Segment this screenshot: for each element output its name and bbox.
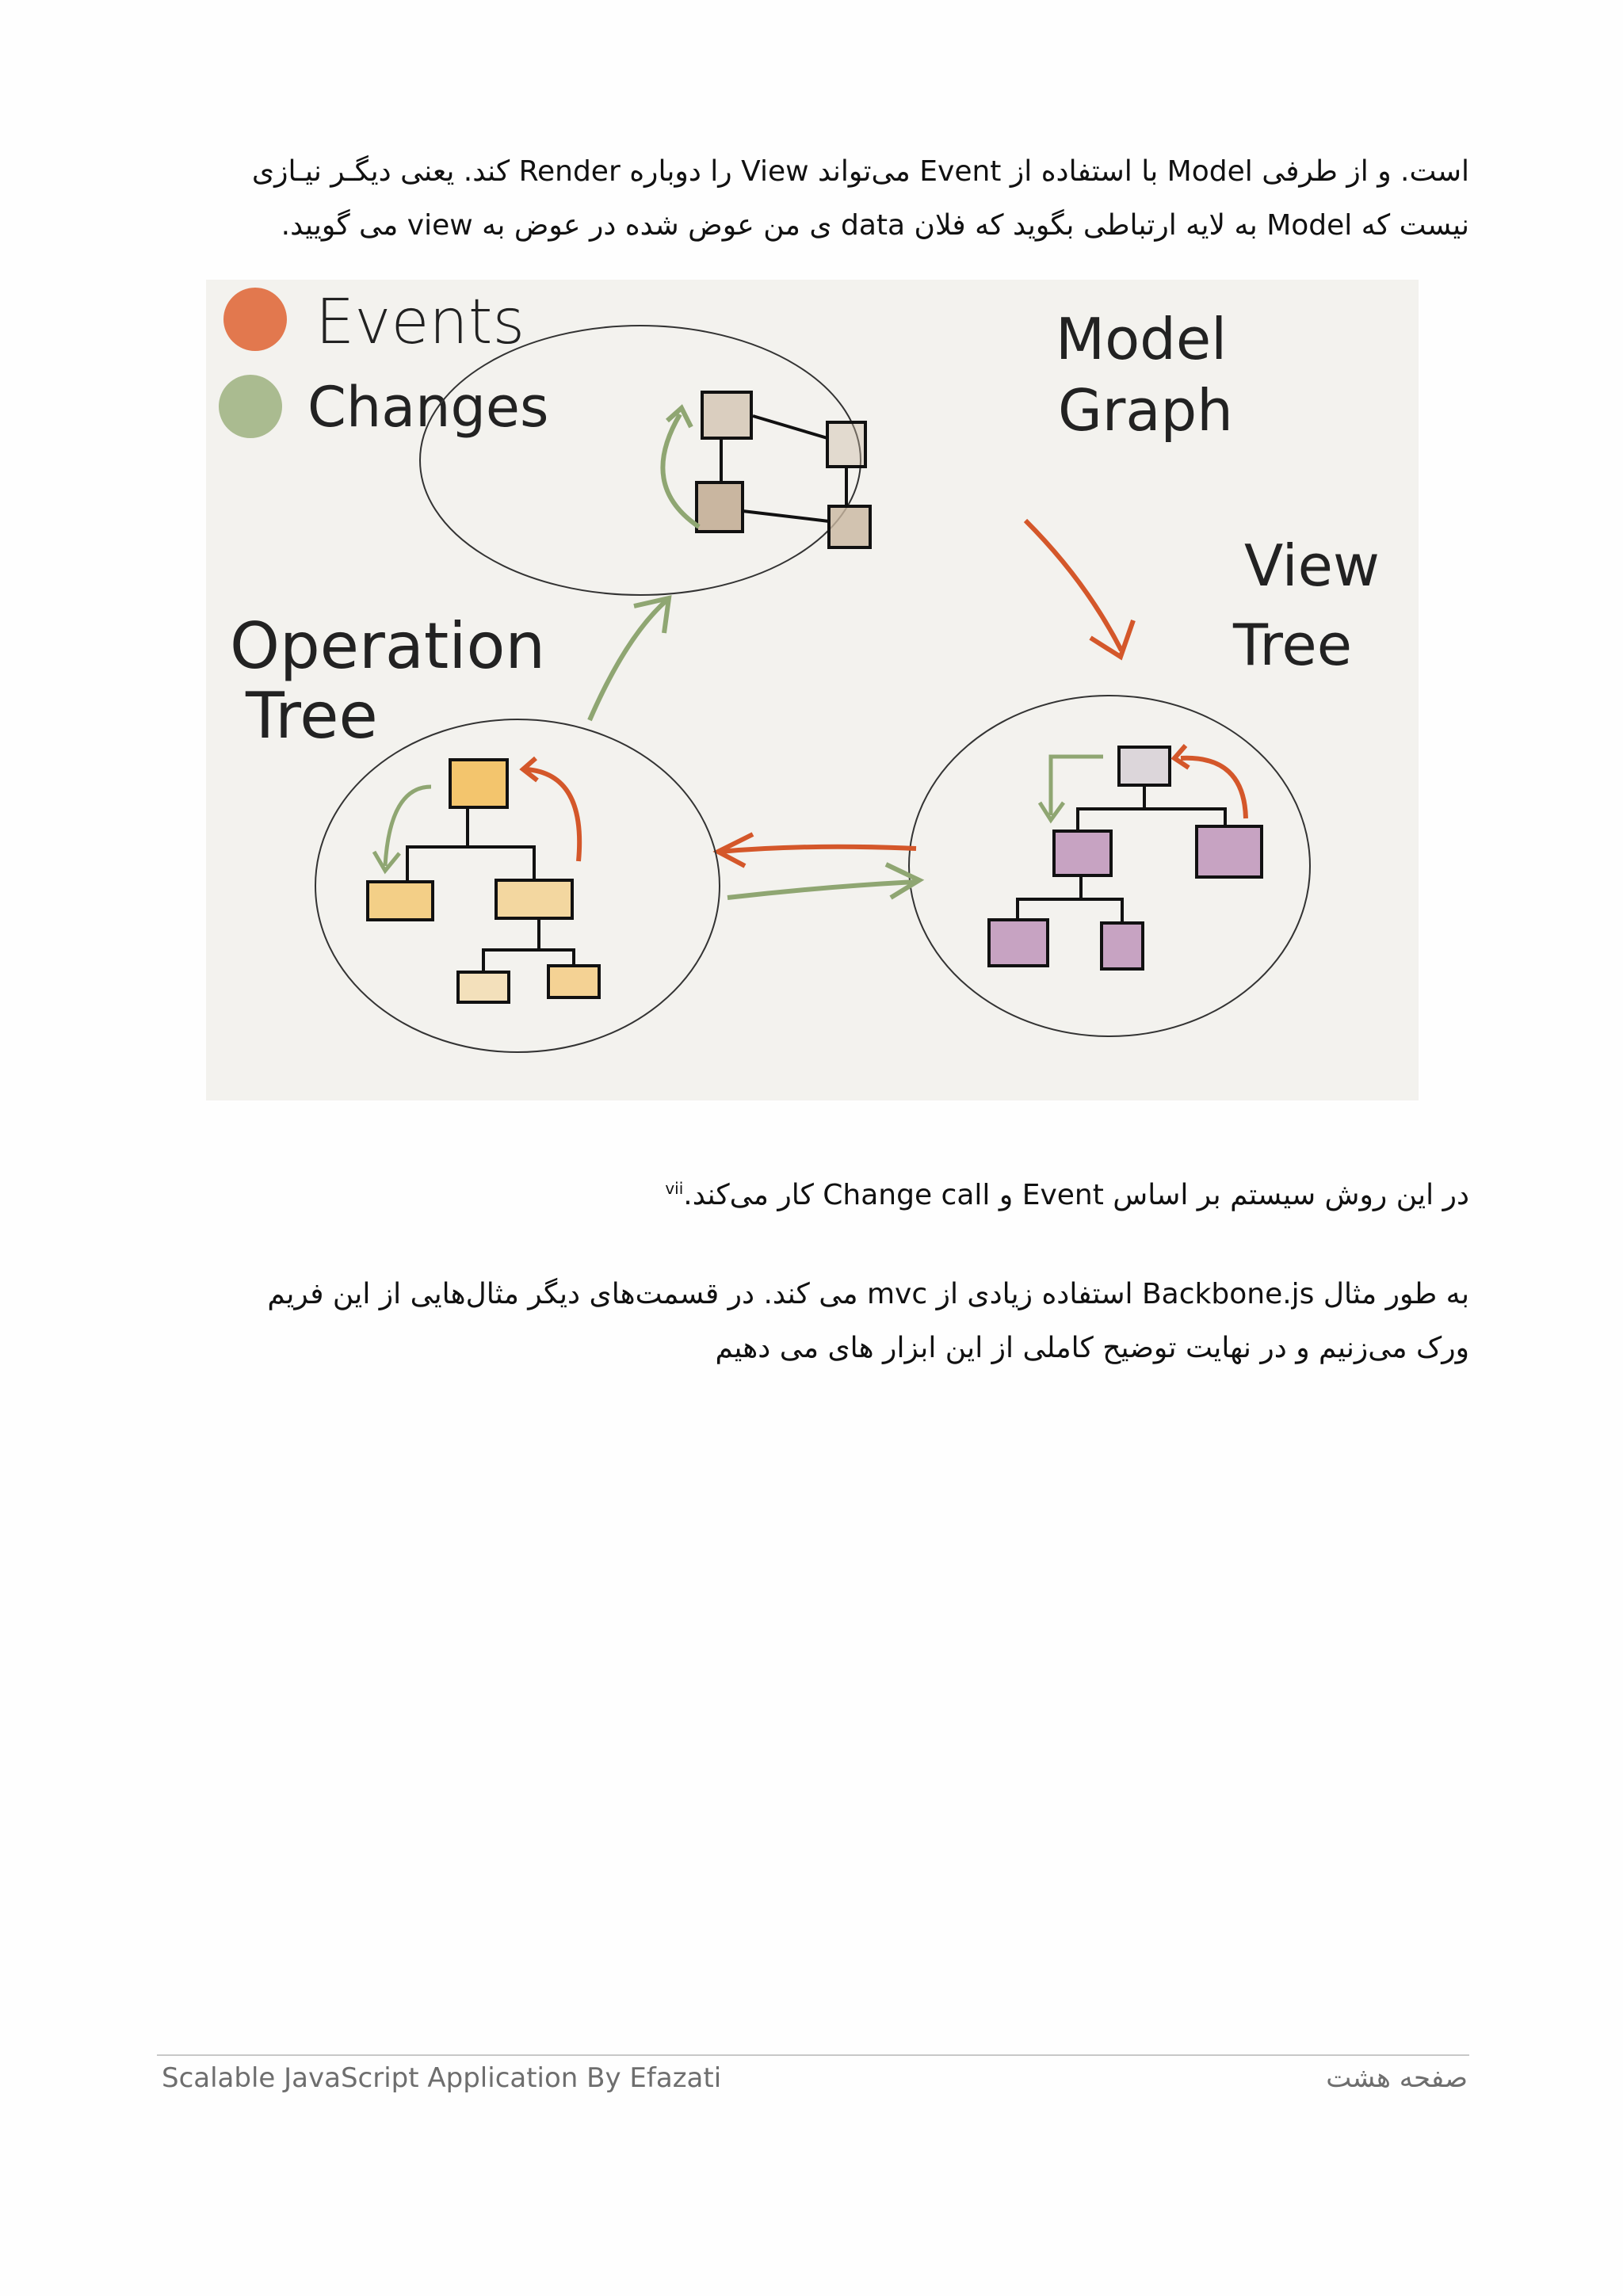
paragraph-1 — [151, 145, 1469, 253]
footer-page-number: صفحه هشت — [1326, 2062, 1468, 2094]
operation-tree-label-line2: Tree — [246, 679, 378, 753]
model-node — [702, 392, 751, 438]
paragraph-2 — [151, 1161, 1469, 1222]
footer-title: Scalable JavaScript Application By Efazati — [162, 2062, 722, 2094]
view-node — [989, 920, 1048, 966]
paragraph-3 — [151, 1268, 1469, 1375]
paragraph-1-line-1: است. و از طرفی Model با استفاده از Event می‌تواند View را دوباره Render کند. یعنی‌ دیگـر نیـازی — [251, 155, 1469, 188]
model-graph-label-line1: Model — [1056, 306, 1228, 372]
view-tree-label-line1: View — [1244, 532, 1380, 599]
paragraph-3-line-2: ورک می‌زنیم و در نهایت توضیح کاملی از این ابزار های می دهیم — [715, 1332, 1469, 1364]
operation-tree-label-line1: Operation — [230, 609, 546, 683]
paragraph-3-line-1: به طور مثال Backbone.js استفاده زیادی از mvc می کند. در قسمت‌های دیگر مثال‌هایی از این فریم — [267, 1278, 1469, 1310]
operation-node — [496, 880, 572, 918]
model-node — [829, 506, 870, 547]
model-node — [697, 482, 743, 532]
operation-node — [548, 966, 599, 997]
events-legend-swatch — [223, 288, 287, 351]
paragraph-1-line-2: نیست که Model به لایه ارتباطی بگوید که فلان data ی من عوض شده در عوض به view می گویید. — [281, 209, 1469, 242]
changes-legend-label: Changes — [307, 375, 549, 440]
architecture-diagram — [206, 280, 1419, 1100]
events-legend-label: Events — [315, 287, 525, 358]
view-node — [1102, 923, 1143, 969]
paragraph-2-text: در این روش سیستم بر اساس Event و Change call کار می‌کند. — [683, 1179, 1469, 1211]
changes-legend-swatch — [219, 375, 282, 438]
footnote-marker[interactable]: vii — [665, 1179, 684, 1198]
footer-divider — [157, 2054, 1469, 2056]
model-graph-label-line2: Graph — [1058, 377, 1233, 444]
view-node — [1197, 826, 1262, 877]
view-node — [1054, 831, 1111, 875]
operation-node — [458, 972, 509, 1002]
operation-node — [368, 882, 433, 920]
paragraph-2-line — [151, 1161, 1469, 1222]
view-node — [1119, 747, 1170, 785]
model-node — [827, 422, 865, 467]
operation-node — [450, 760, 507, 807]
view-tree-label-line2: Tree — [1233, 612, 1353, 678]
